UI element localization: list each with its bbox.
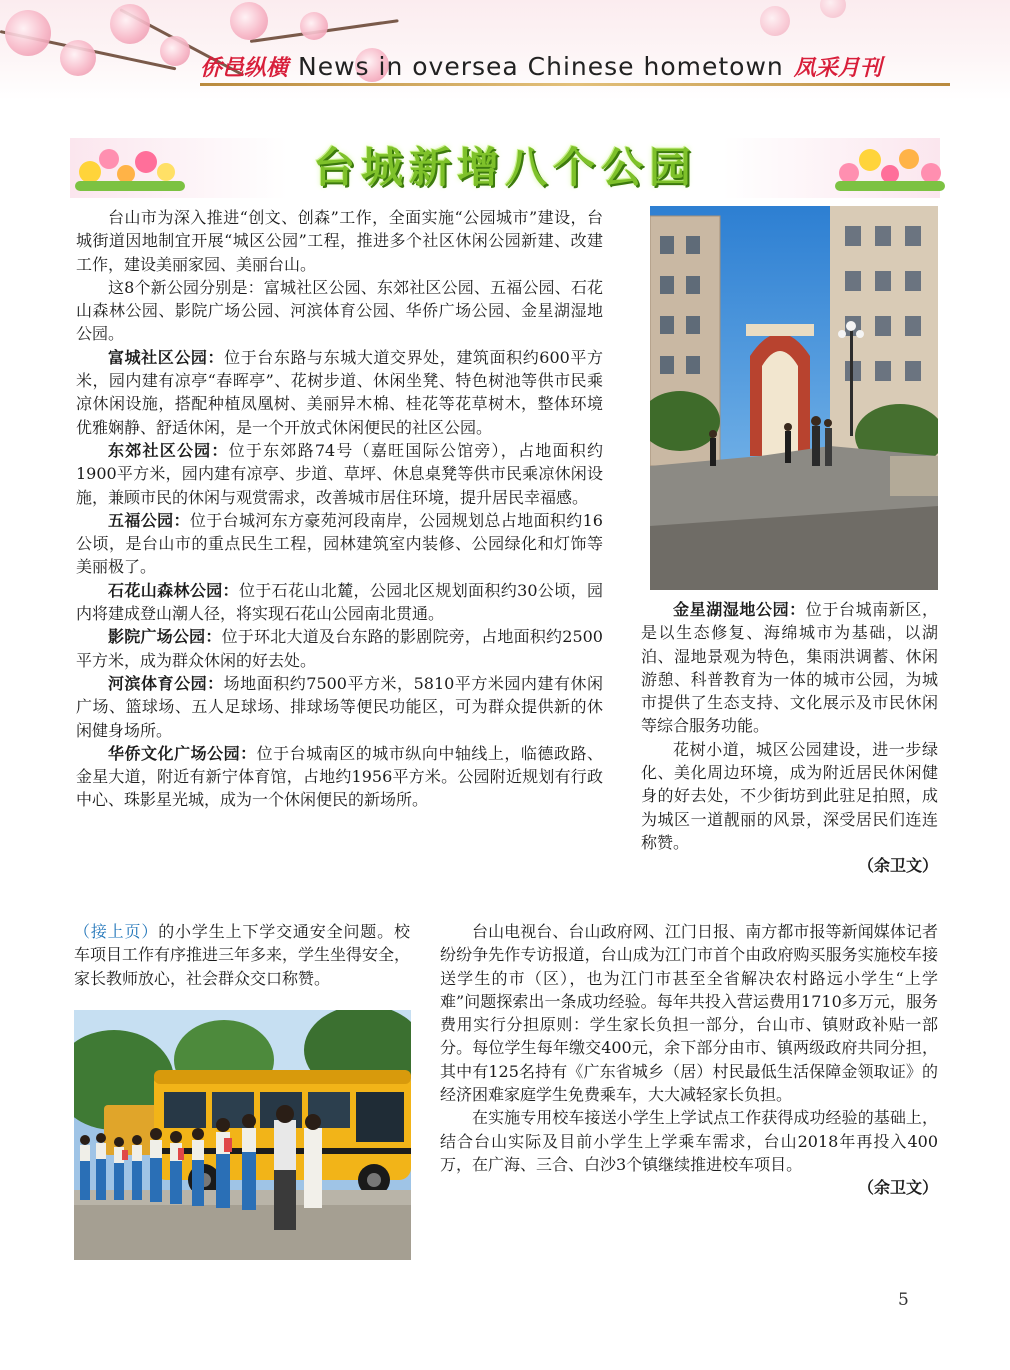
blossom-decoration xyxy=(300,12,328,40)
article-body-right xyxy=(641,598,938,878)
park-paragraph xyxy=(76,439,603,509)
article-title: 台城新增八个公园 xyxy=(312,143,697,192)
park-paragraph xyxy=(76,672,603,742)
park-paragraph xyxy=(76,579,603,626)
page-number: 5 xyxy=(898,1290,909,1310)
bus-article-paragraph: 台山电视台、台山政府网、江门日报、南方都市报等新闻媒体记者纷纷争先作专访报道，台山成为江门市首个由政府购买服务实施校车接送学生的市（区），也为江门市甚至全省解决农村路远小学生“上学难”问题探索出一条成功经验。每年共投入营运费用1710多万元，服务费用实行分担原则：学生家长负担一部分，台山市、镇财政补贴一部分。每位学生每年缴交400元，余下部分由市、镇两级政府共同分担，其中有125名持有《广东省城乡（居）村民最低生活保障金领取证》的经济困难家庭学生免费乘车，大大减轻家长负担。 xyxy=(440,922,938,1105)
park-text: 位于台城南新区，是以生态修复、海绵城市为基础，以湖泊、湿地景观为特色，集雨洪调蓄、休闲游憩、科普教育为一体的城市公园，为城市提供了生态支持、文化展示及市民休闲等综合服务功能。 xyxy=(641,600,938,736)
article-byline: （余卫文） xyxy=(857,856,938,876)
section-title-cn: 侨邑纵横 xyxy=(200,55,289,81)
article-intro: 台山市为深入推进“创文、创森”工作，全面实施“公园城市”建设，台城街道因地制宜开展“城区公园”工程，推进多个社区休闲公园新建、改建工作，建设美丽家园、美丽台山。 xyxy=(76,208,603,274)
bus-article-continued xyxy=(74,920,410,990)
blossom-decoration xyxy=(230,2,268,40)
continued-paragraph xyxy=(74,920,410,990)
bus-article-byline: （余卫文） xyxy=(857,1178,938,1198)
park-name: 东郊社区公园： xyxy=(108,440,229,460)
park-text: 位于台东路与东城大道交界处，建筑面积约600平方米，园内建有凉亭“春晖亭”、花树步道、休闲坐凳、特色树池等供市民乘凉休闲设施，搭配种植凤凰树、美丽异木棉、桂花等花草树木，整体环境优雅娴静、舒适休闲，是一个开放式休闲便民的社区公园。 xyxy=(76,347,603,437)
bus-article-paragraph: 在实施专用校车接送小学生上学试点工作获得成功经验的基础上，结合台山实际及目前小学生上学乘车需求，台山2018年再投入400万，在广海、三合、白沙3个镇继续推进校车项目。 xyxy=(440,1108,938,1174)
park-name: 影院广场公园： xyxy=(108,627,222,647)
school-bus-photo xyxy=(74,1010,411,1260)
park-text: 场地面积约7500平方米，5810平方米园内建有休闲广场、篮球场、五人足球场、排球场等便民功能区，可为群众提供新的休闲健身场所。 xyxy=(76,673,603,740)
school-bus-photo-art xyxy=(74,1010,411,1260)
blossom-decoration xyxy=(160,36,190,66)
blossom-decoration xyxy=(760,6,790,36)
blossom-decoration xyxy=(110,4,150,44)
magazine-name: 凤采月刊 xyxy=(793,55,882,81)
blossom-decoration xyxy=(820,0,846,18)
park-paragraph xyxy=(76,625,603,672)
park-gate-photo xyxy=(650,206,938,590)
park-gate-photo-art xyxy=(650,206,938,590)
blossom-decoration xyxy=(5,10,51,56)
article-body-left xyxy=(76,206,603,812)
bus-article-body xyxy=(440,920,938,1200)
header-divider xyxy=(200,83,950,86)
section-title-en: News in oversea Chinese hometown xyxy=(298,51,784,81)
park-text: 位于石花山北麓，公园北区规划面积约30公顷，园内将建成登山潮人径，将实现石花山公园南北贯通。 xyxy=(76,580,603,624)
continued-text: 的小学生上下学交通安全问题。校车项目工作有序推进三年多来，学生坐得安全，家长教师放心，社会群众交口称赞。 xyxy=(74,922,411,988)
article-park-list: 这8个新公园分别是：富城社区公园、东郊社区公园、五福公园、石花山森林公园、影院广场公园、河滨体育公园、华侨广场公园、金星湖湿地公园。 xyxy=(76,277,603,344)
park-text: 位于台城南区的城市纵向中轴线上，临德政路、金星大道，附近有新宁体育馆，占地约1956平方米。公园附近规划有行政中心、珠影星光城，成为一个休闲便民的新场所。 xyxy=(76,743,603,810)
park-paragraph xyxy=(76,509,603,579)
park-name: 富城社区公园： xyxy=(108,347,225,367)
park-text: 位于台城河东方豪苑河段南岸，公园规划总占地面积约16公顷，是台山市的重点民生工程，园林建筑室内装修、公园绿化和灯饰等美丽极了。 xyxy=(76,510,603,577)
park-text: 位于环北大道及台东路的影剧院旁，占地面积约2500平方米，成为群众休闲的好去处。 xyxy=(76,627,603,670)
park-paragraph xyxy=(641,598,938,738)
park-name: 华侨文化广场公园： xyxy=(108,743,257,763)
flowers-decoration-left xyxy=(75,143,185,193)
park-name: 河滨体育公园： xyxy=(108,673,224,693)
park-name: 金星湖湿地公园： xyxy=(673,600,806,619)
blossom-decoration xyxy=(60,40,96,76)
page-header xyxy=(0,0,1010,100)
continued-from-tag[interactable]: （接上页） xyxy=(74,922,159,941)
park-paragraph xyxy=(76,742,603,812)
header-title xyxy=(200,50,950,82)
park-name: 石花山森林公园： xyxy=(108,580,239,600)
park-name: 五福公园： xyxy=(108,510,190,530)
flowers-decoration-right xyxy=(835,143,945,193)
article-closing: 花树小道，城区公园建设，进一步绿化、美化周边环境，成为附近居民休闲健身的好去处，不少街坊到此驻足拍照，成为城区一道靓丽的风景，深受居民们连连称赞。 xyxy=(641,739,938,852)
park-paragraph xyxy=(76,346,603,439)
park-text: 位于东郊路74号（嘉旺国际公馆旁），占地面积约1900平方米，园内建有凉亭、步道、草坪、休息桌凳等供市民乘凉休闲设施，兼顾市民的休闲与观赏需求，改善城市居住环境，提升居民幸福感。 xyxy=(76,440,603,507)
